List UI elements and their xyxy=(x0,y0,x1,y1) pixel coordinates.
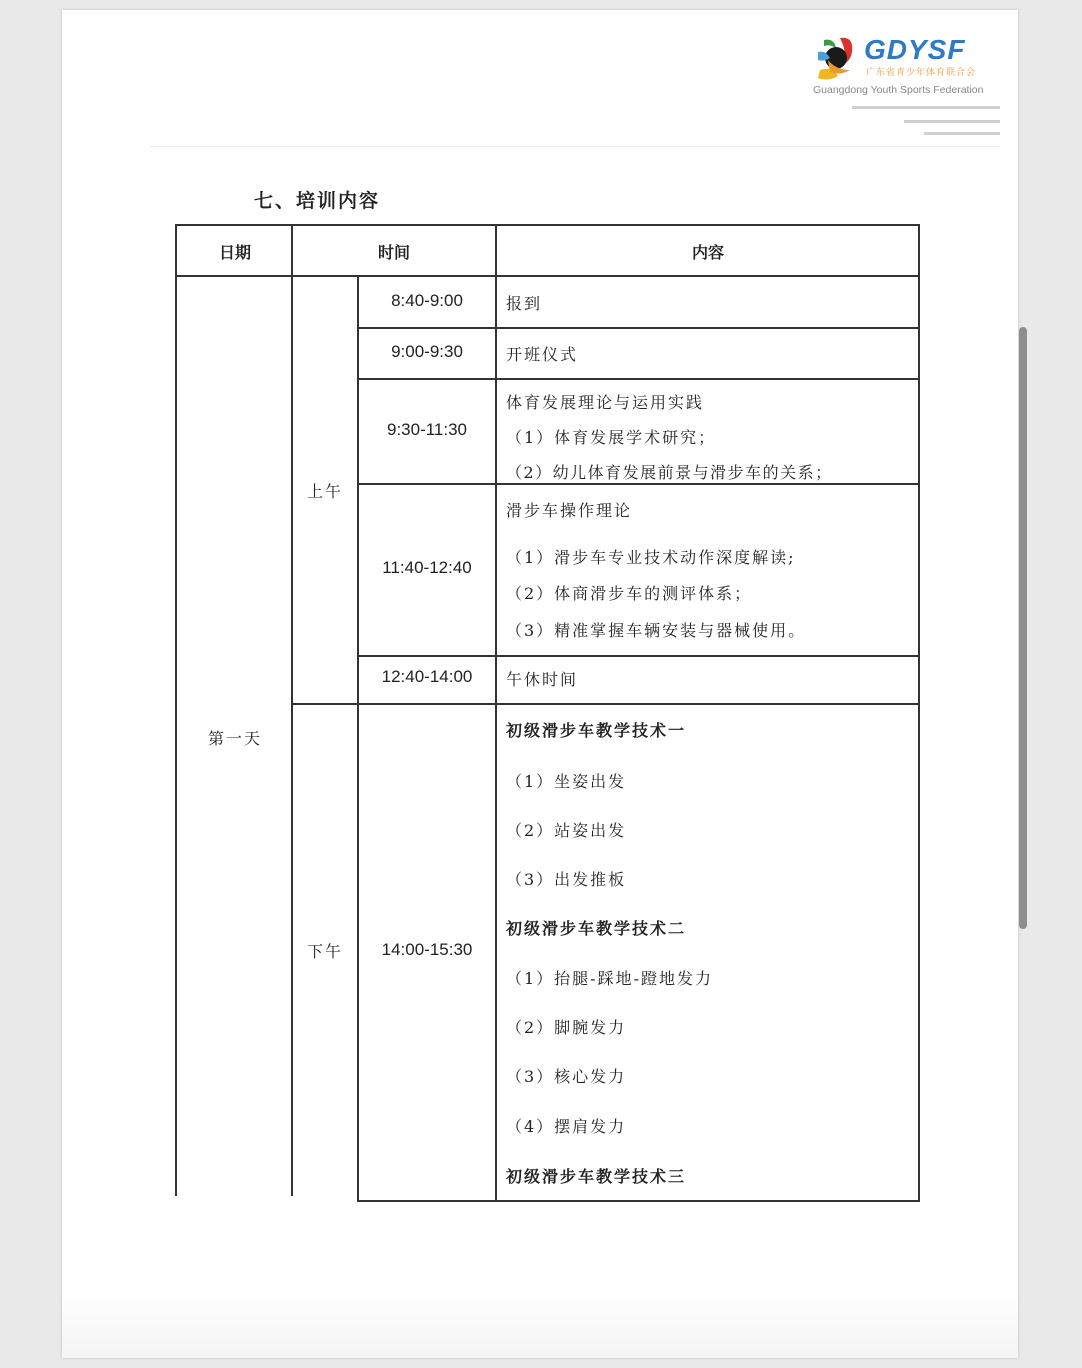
address-line xyxy=(852,106,1000,109)
time-slot: 9:30-11:30 xyxy=(386,420,468,439)
header-date: 日期 xyxy=(218,243,252,262)
content-line: （1）滑步车专业技术动作深度解读; xyxy=(506,548,796,567)
content-line: （1）坐姿出发 xyxy=(506,772,627,791)
day-label: 第一天 xyxy=(207,729,263,748)
header-content: 内容 xyxy=(691,243,725,262)
content-heading: 初级滑步车教学技术一 xyxy=(506,721,687,740)
table-border xyxy=(918,224,920,1201)
table-border xyxy=(175,224,920,226)
content-line: （1）抬腿-踩地-蹬地发力 xyxy=(506,969,713,988)
table-border xyxy=(175,275,920,277)
table-border xyxy=(357,1200,920,1202)
time-slot: 14:00-15:30 xyxy=(381,940,473,959)
page-bottom-shade xyxy=(62,1290,1018,1358)
content-line: （3）出发推板 xyxy=(506,870,627,889)
content-line: （2）站姿出发 xyxy=(506,821,627,840)
content-heading: 初级滑步车教学技术二 xyxy=(506,919,687,938)
logo-english-name: Guangdong Youth Sports Federation xyxy=(813,84,984,96)
gdysf-logo xyxy=(810,26,1010,148)
logo-abbreviation: GDYSF xyxy=(864,34,966,65)
vertical-scrollbar[interactable] xyxy=(1019,327,1027,929)
content-line: （2）脚腕发力 xyxy=(506,1018,627,1037)
table-border xyxy=(357,483,920,485)
content-line: 滑步车操作理论 xyxy=(506,501,633,520)
content-line: （1）体育发展学术研究； xyxy=(506,428,717,447)
content-line: （4）摆肩发力 xyxy=(506,1117,627,1136)
table-border xyxy=(291,703,920,705)
content-line: 午休时间 xyxy=(506,670,579,689)
content-line: （2）体商滑步车的测评体系； xyxy=(506,584,753,603)
header-time: 时间 xyxy=(377,243,411,262)
address-line xyxy=(924,132,1000,135)
content-line: （3）核心发力 xyxy=(506,1067,627,1086)
table-border xyxy=(357,655,920,657)
time-slot: 9:00-9:30 xyxy=(391,342,463,361)
table-border xyxy=(175,224,177,1196)
content-line: （3）精准掌握车辆安装与器械使用。 xyxy=(506,621,807,640)
header-divider xyxy=(150,146,1000,147)
content-line: 体育发展理论与运用实践 xyxy=(506,393,705,412)
table-border xyxy=(495,224,497,1201)
table-border xyxy=(291,224,293,1196)
morning-label: 上午 xyxy=(306,482,344,501)
address-line xyxy=(904,120,1000,123)
logo-chinese-name: 广东省青少年体育联合会 xyxy=(866,68,977,78)
content-line: 开班仪式 xyxy=(506,345,579,364)
content-line: （2）幼儿体育发展前景与滑步车的关系； xyxy=(506,463,833,482)
federation-emblem-icon xyxy=(810,30,862,84)
content-line: 报到 xyxy=(506,294,543,313)
table-border xyxy=(357,275,359,1201)
time-slot: 12:40-14:00 xyxy=(381,667,473,686)
time-slot: 8:40-9:00 xyxy=(391,291,463,310)
section-title: 七、培训内容 xyxy=(254,190,381,212)
time-slot: 11:40-12:40 xyxy=(382,558,472,577)
table-border xyxy=(357,327,920,329)
content-heading: 初级滑步车教学技术三 xyxy=(506,1167,687,1186)
afternoon-label: 下午 xyxy=(306,942,344,961)
table-border xyxy=(357,378,920,380)
